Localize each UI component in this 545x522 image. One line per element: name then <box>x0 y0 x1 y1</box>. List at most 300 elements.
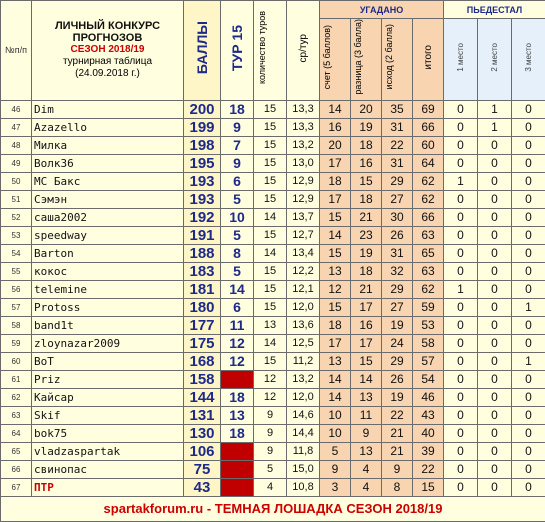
nickname-cell: саша2002 <box>32 208 184 226</box>
place2-count-cell: 0 <box>478 370 512 388</box>
score-hits-cell: 5 <box>320 442 351 460</box>
tours-count-cell: 15 <box>254 190 287 208</box>
score-hits-cell: 12 <box>320 280 351 298</box>
diff-hits-cell: 17 <box>351 334 382 352</box>
points-cell: 183 <box>184 262 221 280</box>
place1-count-cell: 0 <box>444 406 478 424</box>
points-cell: 193 <box>184 172 221 190</box>
total-hits-cell: 69 <box>413 100 444 118</box>
title-line-1: ЛИЧНЫЙ КОНКУРС <box>32 20 183 32</box>
place2-count-cell: 0 <box>478 298 512 316</box>
nickname-cell: Dim <box>32 100 184 118</box>
score-hits-cell: 10 <box>320 424 351 442</box>
nickname-cell: Barton <box>32 244 184 262</box>
guessed-group-header: УГАДАНО <box>320 1 444 19</box>
place2-count-cell: 1 <box>478 100 512 118</box>
place2-count-cell: 0 <box>478 208 512 226</box>
place3-count-cell: 0 <box>512 226 545 244</box>
place2-count-cell: 0 <box>478 406 512 424</box>
total-hits-cell: 62 <box>413 172 444 190</box>
nickname-cell: ПТР <box>32 478 184 496</box>
place3-count-cell: 0 <box>512 406 545 424</box>
points-cell: 158 <box>184 370 221 388</box>
place2-count-cell: 0 <box>478 154 512 172</box>
diff-hits-cell: 13 <box>351 388 382 406</box>
avg-per-tour-cell: 13,2 <box>287 136 320 154</box>
score-hits-cell: 18 <box>320 172 351 190</box>
total-hits-cell: 15 <box>413 478 444 496</box>
table-row <box>1 442 545 460</box>
outcome-hits-cell: 29 <box>382 280 413 298</box>
nickname-cell: Priz <box>32 370 184 388</box>
points-cell: 130 <box>184 424 221 442</box>
score-hits-cell: 15 <box>320 208 351 226</box>
avg-per-tour-cell: 13,0 <box>287 154 320 172</box>
table-row <box>1 262 545 280</box>
row-index-cell: 60 <box>1 352 32 370</box>
place1-count-cell: 0 <box>444 316 478 334</box>
place3-count-cell: 0 <box>512 244 545 262</box>
diff-hits-cell: 23 <box>351 226 382 244</box>
nickname-cell: Кайсар <box>32 388 184 406</box>
points-header: БАЛЛЫ <box>184 1 221 101</box>
place3-count-cell: 0 <box>512 316 545 334</box>
row-index-cell: 46 <box>1 100 32 118</box>
row-index-cell: 53 <box>1 226 32 244</box>
row-index-cell: 56 <box>1 280 32 298</box>
tour-points-cell <box>221 478 254 496</box>
place1-count-cell: 0 <box>444 334 478 352</box>
tours-count-cell: 15 <box>254 298 287 316</box>
avg-per-tour-cell: 13,7 <box>287 208 320 226</box>
score-hits-cell: 14 <box>320 226 351 244</box>
total-hits-cell: 43 <box>413 406 444 424</box>
tour-points-cell: 5 <box>221 226 254 244</box>
place2-count-cell: 0 <box>478 262 512 280</box>
diff-hits-cell: 20 <box>351 100 382 118</box>
points-cell: 181 <box>184 280 221 298</box>
total-hits-cell: 65 <box>413 244 444 262</box>
contest-title <box>32 1 184 101</box>
tours-count-header: количество туров <box>254 1 287 101</box>
score-hits-cell: 16 <box>320 118 351 136</box>
table-row <box>1 406 545 424</box>
place2-count-cell: 0 <box>478 172 512 190</box>
place3-header: 3 место <box>512 19 545 101</box>
place1-count-cell: 0 <box>444 352 478 370</box>
row-index-cell: 61 <box>1 370 32 388</box>
avg-per-tour-cell: 12,0 <box>287 298 320 316</box>
outcome-hits-cell: 22 <box>382 136 413 154</box>
total-hits-cell: 66 <box>413 208 444 226</box>
place2-header: 2 место <box>478 19 512 101</box>
place3-count-cell: 0 <box>512 280 545 298</box>
nickname-cell: speedway <box>32 226 184 244</box>
footer-banner: spartakforum.ru - ТЕМНАЯ ЛОШАДКА СЕЗОН 2018/19 <box>1 496 545 521</box>
nickname-cell: МС Бакс <box>32 172 184 190</box>
outcome-hits-cell: 22 <box>382 406 413 424</box>
tours-count-cell: 4 <box>254 478 287 496</box>
nickname-cell: ВоТ <box>32 352 184 370</box>
place2-count-cell: 0 <box>478 424 512 442</box>
score-hits-cell: 15 <box>320 298 351 316</box>
score-hits-cell: 3 <box>320 478 351 496</box>
diff-hits-cell: 19 <box>351 244 382 262</box>
place1-count-cell: 0 <box>444 298 478 316</box>
diff-hits-cell: 9 <box>351 424 382 442</box>
place3-count-cell: 0 <box>512 154 545 172</box>
nickname-cell: Skif <box>32 406 184 424</box>
place2-count-cell: 0 <box>478 442 512 460</box>
total-hits-cell: 39 <box>413 442 444 460</box>
outcome-hits-cell: 26 <box>382 226 413 244</box>
nickname-cell: telemine <box>32 280 184 298</box>
diff-hits-cell: 11 <box>351 406 382 424</box>
points-cell: 144 <box>184 388 221 406</box>
tours-count-cell: 15 <box>254 136 287 154</box>
place2-count-cell: 0 <box>478 352 512 370</box>
total-hits-cell: 40 <box>413 424 444 442</box>
avg-per-tour-cell: 15,0 <box>287 460 320 478</box>
diff-hits-cell: 4 <box>351 478 382 496</box>
points-cell: 199 <box>184 118 221 136</box>
table-row <box>1 370 545 388</box>
outcome-hits-cell: 29 <box>382 352 413 370</box>
table-row <box>1 154 545 172</box>
diff-hits-cell: 18 <box>351 262 382 280</box>
subtitle-1: турнирная таблица <box>32 56 183 68</box>
season-label: СЕЗОН 2018/19 <box>32 44 183 56</box>
tour-points-cell: 12 <box>221 334 254 352</box>
score-hits-cell: 18 <box>320 316 351 334</box>
place2-count-cell: 0 <box>478 136 512 154</box>
row-index-cell: 54 <box>1 244 32 262</box>
place1-count-cell: 0 <box>444 118 478 136</box>
place2-count-cell: 0 <box>478 388 512 406</box>
outcome-hits-cell: 27 <box>382 190 413 208</box>
total-hits-cell: 63 <box>413 262 444 280</box>
tours-count-cell: 15 <box>254 262 287 280</box>
tour-points-cell: 18 <box>221 388 254 406</box>
place1-count-cell: 0 <box>444 244 478 262</box>
avg-header: ср/тур <box>287 1 320 101</box>
place1-count-cell: 0 <box>444 190 478 208</box>
total-hits-cell: 62 <box>413 280 444 298</box>
total-hits-cell: 63 <box>413 226 444 244</box>
points-cell: 191 <box>184 226 221 244</box>
row-index-cell: 48 <box>1 136 32 154</box>
row-index-cell: 51 <box>1 190 32 208</box>
tours-count-cell: 14 <box>254 244 287 262</box>
nickname-cell: Волк36 <box>32 154 184 172</box>
outcome-hits-cell: 9 <box>382 460 413 478</box>
outcome-hits-cell: 26 <box>382 370 413 388</box>
place3-count-cell: 0 <box>512 370 545 388</box>
outcome-hits-cell: 31 <box>382 118 413 136</box>
tours-count-cell: 14 <box>254 334 287 352</box>
tour-points-cell: 5 <box>221 262 254 280</box>
tour-points-cell: 14 <box>221 280 254 298</box>
points-cell: 200 <box>184 100 221 118</box>
diff-hits-cell: 19 <box>351 118 382 136</box>
place3-count-cell: 0 <box>512 460 545 478</box>
score-hits-cell: 20 <box>320 136 351 154</box>
diff-hits-cell: 18 <box>351 136 382 154</box>
row-index-cell: 65 <box>1 442 32 460</box>
tours-count-cell: 15 <box>254 100 287 118</box>
place1-count-cell: 0 <box>444 478 478 496</box>
place1-count-cell: 0 <box>444 208 478 226</box>
place1-count-cell: 0 <box>444 154 478 172</box>
outcome-hits-cell: 19 <box>382 388 413 406</box>
podium-group-header: ПЬЕДЕСТАЛ <box>444 1 545 19</box>
outcome-hits-cell: 31 <box>382 244 413 262</box>
avg-per-tour-cell: 10,8 <box>287 478 320 496</box>
score-hits-cell: 10 <box>320 406 351 424</box>
points-cell: 180 <box>184 298 221 316</box>
total-hits-cell: 57 <box>413 352 444 370</box>
tours-count-cell: 9 <box>254 406 287 424</box>
nickname-cell: Сэмэн <box>32 190 184 208</box>
row-index-cell: 59 <box>1 334 32 352</box>
tour-points-cell <box>221 442 254 460</box>
place2-count-cell: 0 <box>478 478 512 496</box>
nickname-cell: band1t <box>32 316 184 334</box>
table-row <box>1 208 545 226</box>
diff-hits-cell: 16 <box>351 316 382 334</box>
place3-count-cell: 0 <box>512 262 545 280</box>
place3-count-cell: 1 <box>512 352 545 370</box>
tour-points-cell: 9 <box>221 154 254 172</box>
place3-count-cell: 0 <box>512 478 545 496</box>
outcome-hits-cell: 8 <box>382 478 413 496</box>
total-hits-cell: 60 <box>413 136 444 154</box>
avg-per-tour-cell: 12,2 <box>287 262 320 280</box>
points-cell: 177 <box>184 316 221 334</box>
row-index-cell: 52 <box>1 208 32 226</box>
avg-per-tour-cell: 12,1 <box>287 280 320 298</box>
place1-count-cell: 0 <box>444 424 478 442</box>
header-row-top <box>1 1 545 19</box>
points-cell: 192 <box>184 208 221 226</box>
tours-count-cell: 15 <box>254 154 287 172</box>
total-hits-cell: 59 <box>413 298 444 316</box>
points-cell: 175 <box>184 334 221 352</box>
total-hits-cell: 58 <box>413 334 444 352</box>
outcome-hits-cell: 32 <box>382 262 413 280</box>
table-row <box>1 280 545 298</box>
tours-count-cell: 15 <box>254 226 287 244</box>
total-hits-cell: 53 <box>413 316 444 334</box>
index-header: №п/п <box>1 1 32 101</box>
tour-header: ТУР 15 <box>221 1 254 101</box>
avg-per-tour-cell: 14,4 <box>287 424 320 442</box>
tours-count-cell: 15 <box>254 352 287 370</box>
place2-count-cell: 0 <box>478 280 512 298</box>
nickname-cell: bok75 <box>32 424 184 442</box>
diff-hits-cell: 13 <box>351 442 382 460</box>
table-row <box>1 460 545 478</box>
diff-hits-cell: 18 <box>351 190 382 208</box>
place3-count-cell: 0 <box>512 388 545 406</box>
diff-hits-cell: 15 <box>351 172 382 190</box>
score-hits-cell: 17 <box>320 154 351 172</box>
place3-count-cell: 1 <box>512 298 545 316</box>
row-index-cell: 49 <box>1 154 32 172</box>
row-index-cell: 64 <box>1 424 32 442</box>
diff-hits-cell: 16 <box>351 154 382 172</box>
nickname-cell: Azazello <box>32 118 184 136</box>
total-header: итого <box>413 19 444 101</box>
outcome-hits-cell: 31 <box>382 154 413 172</box>
diff-hits-cell: 14 <box>351 370 382 388</box>
tour-points-cell: 12 <box>221 352 254 370</box>
tours-count-cell: 13 <box>254 316 287 334</box>
place2-count-cell: 0 <box>478 334 512 352</box>
row-index-cell: 62 <box>1 388 32 406</box>
tours-count-cell: 12 <box>254 388 287 406</box>
place1-count-cell: 0 <box>444 460 478 478</box>
nickname-cell: Protoss <box>32 298 184 316</box>
place1-count-cell: 0 <box>444 442 478 460</box>
place1-count-cell: 0 <box>444 370 478 388</box>
table-row <box>1 352 545 370</box>
points-cell: 131 <box>184 406 221 424</box>
place2-count-cell: 0 <box>478 460 512 478</box>
avg-per-tour-cell: 13,3 <box>287 118 320 136</box>
tours-count-cell: 15 <box>254 280 287 298</box>
row-index-cell: 58 <box>1 316 32 334</box>
diff-hits-cell: 15 <box>351 352 382 370</box>
avg-per-tour-cell: 12,9 <box>287 172 320 190</box>
table-row <box>1 316 545 334</box>
points-cell: 75 <box>184 460 221 478</box>
avg-per-tour-cell: 14,6 <box>287 406 320 424</box>
score-header: счет (5 баллов) <box>320 19 351 101</box>
standings-body <box>1 100 545 496</box>
score-hits-cell: 15 <box>320 244 351 262</box>
tour-points-cell: 10 <box>221 208 254 226</box>
table-row <box>1 388 545 406</box>
place1-count-cell: 0 <box>444 100 478 118</box>
tour-points-cell: 6 <box>221 298 254 316</box>
points-cell: 198 <box>184 136 221 154</box>
row-index-cell: 50 <box>1 172 32 190</box>
score-hits-cell: 13 <box>320 262 351 280</box>
outcome-hits-cell: 21 <box>382 424 413 442</box>
place1-count-cell: 0 <box>444 226 478 244</box>
tours-count-cell: 15 <box>254 118 287 136</box>
avg-per-tour-cell: 12,5 <box>287 334 320 352</box>
place3-count-cell: 0 <box>512 208 545 226</box>
avg-per-tour-cell: 13,4 <box>287 244 320 262</box>
avg-per-tour-cell: 11,8 <box>287 442 320 460</box>
tour-points-cell: 18 <box>221 100 254 118</box>
place1-header: 1 место <box>444 19 478 101</box>
place3-count-cell: 0 <box>512 442 545 460</box>
place3-count-cell: 0 <box>512 136 545 154</box>
diff-hits-cell: 4 <box>351 460 382 478</box>
table-row <box>1 136 545 154</box>
score-hits-cell: 17 <box>320 334 351 352</box>
tour-points-cell <box>221 370 254 388</box>
row-index-cell: 57 <box>1 298 32 316</box>
table-row <box>1 172 545 190</box>
place1-count-cell: 0 <box>444 136 478 154</box>
avg-per-tour-cell: 12,9 <box>287 190 320 208</box>
row-index-cell: 63 <box>1 406 32 424</box>
place2-count-cell: 0 <box>478 226 512 244</box>
place3-count-cell: 0 <box>512 172 545 190</box>
nickname-cell: zloynazar2009 <box>32 334 184 352</box>
place1-count-cell: 1 <box>444 280 478 298</box>
tour-points-cell <box>221 460 254 478</box>
tours-count-cell: 14 <box>254 208 287 226</box>
points-cell: 193 <box>184 190 221 208</box>
table-row <box>1 424 545 442</box>
outcome-hits-cell: 21 <box>382 442 413 460</box>
row-index-cell: 67 <box>1 478 32 496</box>
score-hits-cell: 14 <box>320 388 351 406</box>
tours-count-cell: 9 <box>254 424 287 442</box>
diff-header: разница (3 балла) <box>351 19 382 101</box>
place3-count-cell: 0 <box>512 118 545 136</box>
outcome-hits-cell: 24 <box>382 334 413 352</box>
table-row <box>1 334 545 352</box>
place2-count-cell: 0 <box>478 316 512 334</box>
avg-per-tour-cell: 12,7 <box>287 226 320 244</box>
total-hits-cell: 66 <box>413 118 444 136</box>
table-row <box>1 226 545 244</box>
tour-points-cell: 9 <box>221 118 254 136</box>
tour-points-cell: 11 <box>221 316 254 334</box>
outcome-hits-cell: 19 <box>382 316 413 334</box>
points-cell: 188 <box>184 244 221 262</box>
score-hits-cell: 14 <box>320 100 351 118</box>
total-hits-cell: 46 <box>413 388 444 406</box>
table-row <box>1 100 545 118</box>
score-hits-cell: 14 <box>320 370 351 388</box>
place1-count-cell: 1 <box>444 172 478 190</box>
avg-per-tour-cell: 12,0 <box>287 388 320 406</box>
place2-count-cell: 0 <box>478 244 512 262</box>
outcome-hits-cell: 29 <box>382 172 413 190</box>
tour-points-cell: 6 <box>221 172 254 190</box>
diff-hits-cell: 21 <box>351 208 382 226</box>
nickname-cell: кокос <box>32 262 184 280</box>
points-cell: 43 <box>184 478 221 496</box>
points-cell: 106 <box>184 442 221 460</box>
avg-per-tour-cell: 13,6 <box>287 316 320 334</box>
outcome-hits-cell: 35 <box>382 100 413 118</box>
place3-count-cell: 0 <box>512 334 545 352</box>
table-row <box>1 478 545 496</box>
tours-count-cell: 15 <box>254 172 287 190</box>
table-row <box>1 118 545 136</box>
avg-per-tour-cell: 13,2 <box>287 370 320 388</box>
place1-count-cell: 0 <box>444 262 478 280</box>
tour-points-cell: 13 <box>221 406 254 424</box>
avg-per-tour-cell: 11,2 <box>287 352 320 370</box>
outcome-hits-cell: 30 <box>382 208 413 226</box>
table-row <box>1 190 545 208</box>
total-hits-cell: 54 <box>413 370 444 388</box>
row-index-cell: 66 <box>1 460 32 478</box>
total-hits-cell: 22 <box>413 460 444 478</box>
tour-points-cell: 7 <box>221 136 254 154</box>
diff-hits-cell: 17 <box>351 298 382 316</box>
tour-points-cell: 5 <box>221 190 254 208</box>
